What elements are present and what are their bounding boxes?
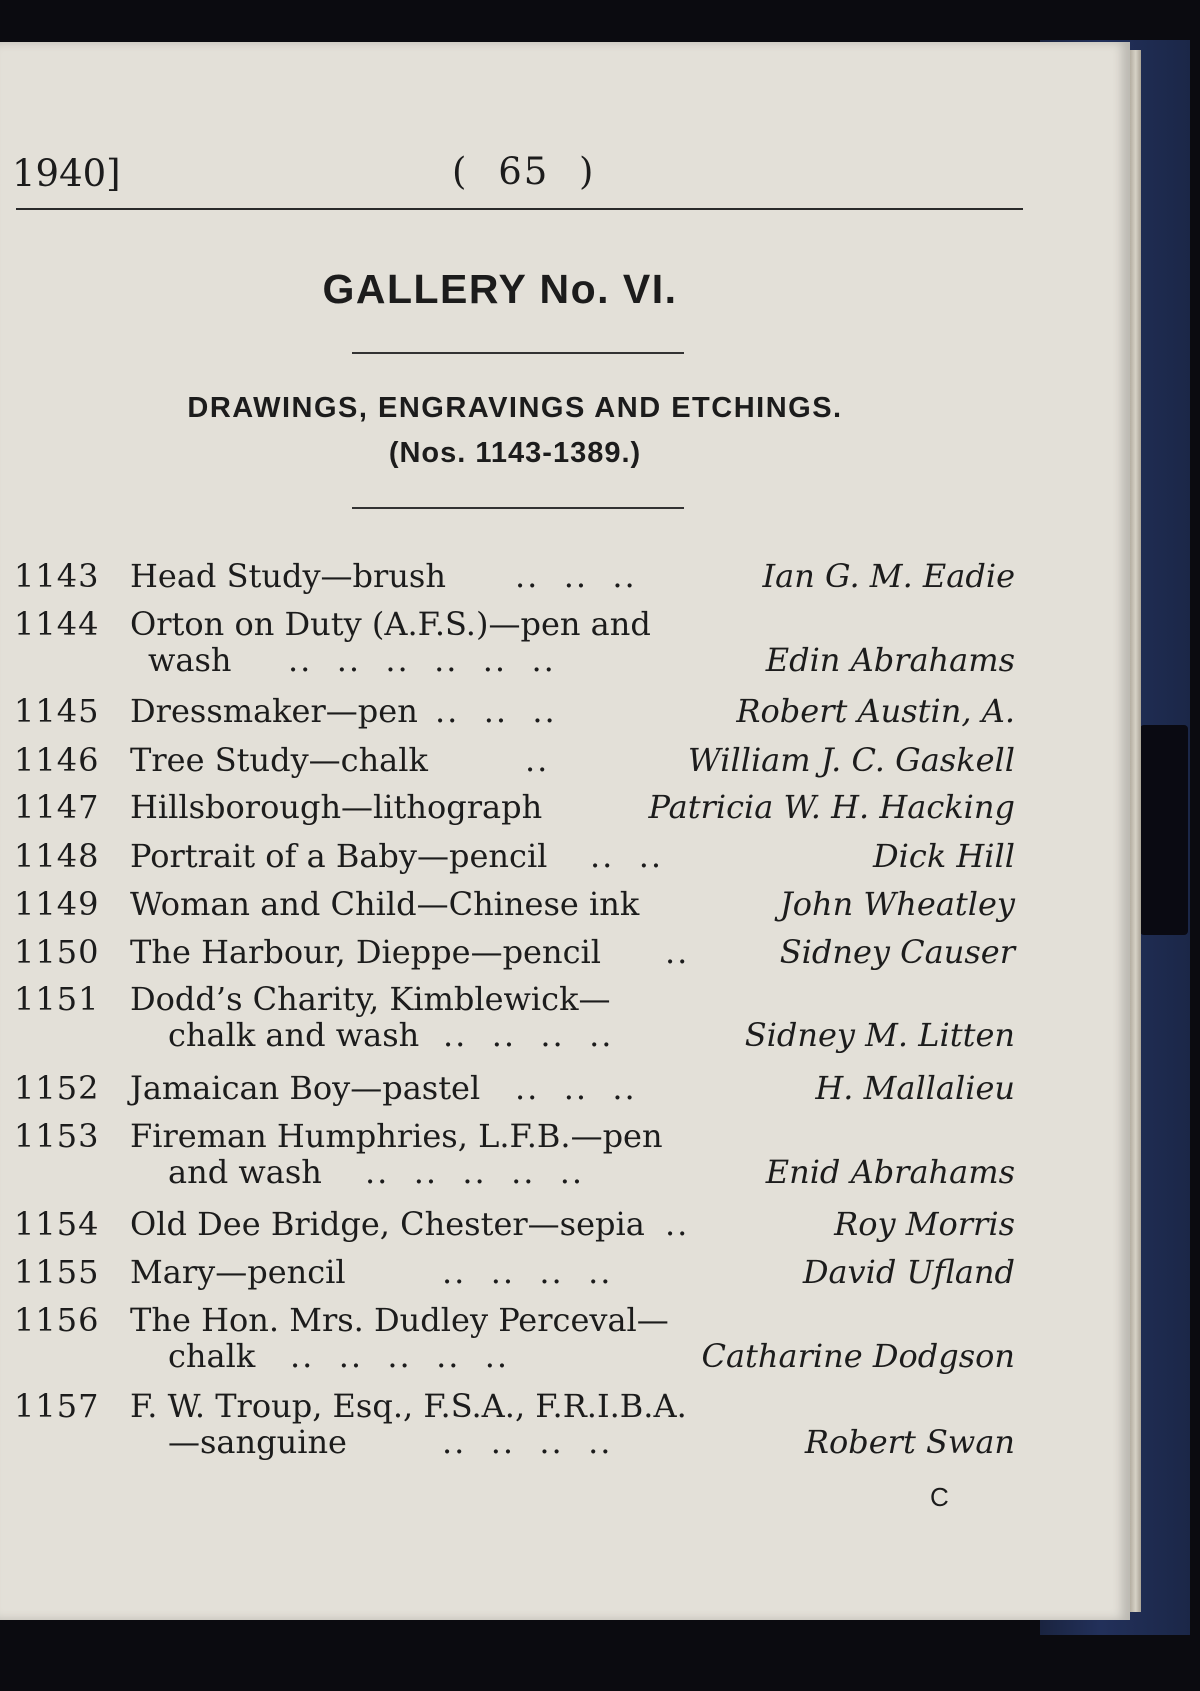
book-clasp [1140,725,1188,935]
leader-dots: .. .. .. [515,1069,637,1107]
entry-number: 1147 [14,788,100,826]
entry-title: Dodd’s Charity, Kimblewick— [130,980,611,1018]
entry-artist: Robert Austin, A. [736,692,1015,730]
entry-number: 1157 [14,1387,100,1425]
entry-number: 1151 [14,980,100,1018]
leader-dots: .. .. .. [435,692,557,730]
entry-artist: Roy Morris [834,1205,1015,1243]
entry-number: 1145 [14,692,100,730]
entry-artist: Robert Swan [804,1423,1015,1461]
leader-dots: .. [525,741,550,779]
entry-title: Mary—pencil [130,1253,346,1291]
catalogue-entry [0,1253,1020,1303]
catalogue-entry [0,1301,1020,1375]
entry-title: Old Dee Bridge, Chester—sepia [130,1205,645,1243]
entry-number: 1156 [14,1301,100,1339]
leader-dots: .. [665,1205,690,1243]
entry-title: Head Study—brush [130,557,446,595]
entry-number: 1144 [14,605,100,643]
entry-title: The Harbour, Dieppe—pencil [130,933,601,971]
entry-title: Jamaican Boy—pastel [130,1069,481,1107]
entry-artist: Sidney Causer [779,933,1015,971]
entry-title: Tree Study—chalk [130,741,428,779]
entry-number: 1148 [14,837,100,875]
leader-dots: .. .. .. .. .. [365,1153,585,1191]
entry-title-continued: wash [148,641,232,679]
entry-artist: John Wheatley [779,885,1015,923]
catalogue-entry [0,557,1020,607]
section-range: (Nos. 1143-1389.) [388,437,642,469]
entry-artist: Enid Abrahams [765,1153,1015,1191]
entry-title-continued: chalk [168,1337,256,1375]
leader-dots: .. .. .. .. .. .. [288,641,556,679]
catalogue-entry [0,692,1020,742]
entry-artist: William J. C. Gaskell [687,741,1015,779]
gallery-title: GALLERY No. VI. [322,266,678,312]
entry-number: 1153 [14,1117,100,1155]
entry-title: Orton on Duty (A.F.S.)—pen and [130,605,651,643]
entry-title: The Hon. Mrs. Dudley Perceval— [130,1301,669,1339]
title-rule-top [352,352,684,354]
entry-number: 1149 [14,885,100,923]
entry-number: 1146 [14,741,100,779]
entry-artist: Edin Abrahams [765,641,1015,679]
leader-dots: .. .. .. .. [442,1423,613,1461]
header-rule [16,208,1023,210]
entry-title: Dressmaker—pen [130,692,418,730]
page-content [0,42,1130,1620]
catalogue-entry [0,741,1020,791]
catalogue-entry [0,933,1020,983]
entry-title: Portrait of a Baby—pencil [130,837,548,875]
catalogue-entry [0,1387,1020,1461]
catalogue-entry [0,1117,1020,1191]
catalogue-entry [0,1069,1020,1119]
catalogue-entry [0,885,1020,935]
entry-artist: H. Mallalieu [815,1069,1015,1107]
entry-artist: David Ufland [802,1253,1015,1291]
title-rule-bottom [352,507,684,509]
leader-dots: .. .. .. .. [443,1016,614,1054]
running-head-year: 1940] [12,152,121,195]
entry-artist: Dick Hill [873,837,1015,875]
catalogue-entry [0,980,1020,1054]
entry-title-continued: —sanguine [168,1423,347,1461]
entry-artist: Patricia W. H. Hacking [648,788,1015,826]
catalogue-entry [0,1205,1020,1255]
signature-mark: C [930,1482,949,1512]
entry-number: 1155 [14,1253,100,1291]
section-title: DRAWINGS, ENGRAVINGS AND ETCHINGS. [187,392,843,424]
entry-artist: Ian G. M. Eadie [762,557,1015,595]
catalogue-entry [0,605,1020,679]
entry-title: Woman and Child—Chinese ink [130,885,640,923]
catalogue-entry [0,788,1020,838]
entry-title: Hillsborough—lithograph [130,788,543,826]
catalogue-entry [0,837,1020,887]
entry-title-continued: and wash [168,1153,322,1191]
leader-dots: .. .. .. [515,557,637,595]
leader-dots: .. .. .. .. [442,1253,613,1291]
entry-title: Fireman Humphries, L.F.B.—pen [130,1117,663,1155]
entry-number: 1152 [14,1069,100,1107]
leader-dots: .. [665,933,690,971]
entry-number: 1143 [14,557,100,595]
entry-title-continued: chalk and wash [168,1016,420,1054]
leader-dots: .. .. [590,837,664,875]
entry-artist: Sidney M. Litten [744,1016,1015,1054]
entry-title: F. W. Troup, Esq., F.S.A., F.R.I.B.A. [130,1387,687,1425]
leader-dots: .. .. .. .. .. [290,1337,510,1375]
catalogue-page [0,42,1130,1620]
page-number: ( 65 ) [452,150,596,193]
entry-artist: Catharine Dodgson [701,1337,1015,1375]
entry-number: 1154 [14,1205,100,1243]
entry-number: 1150 [14,933,100,971]
